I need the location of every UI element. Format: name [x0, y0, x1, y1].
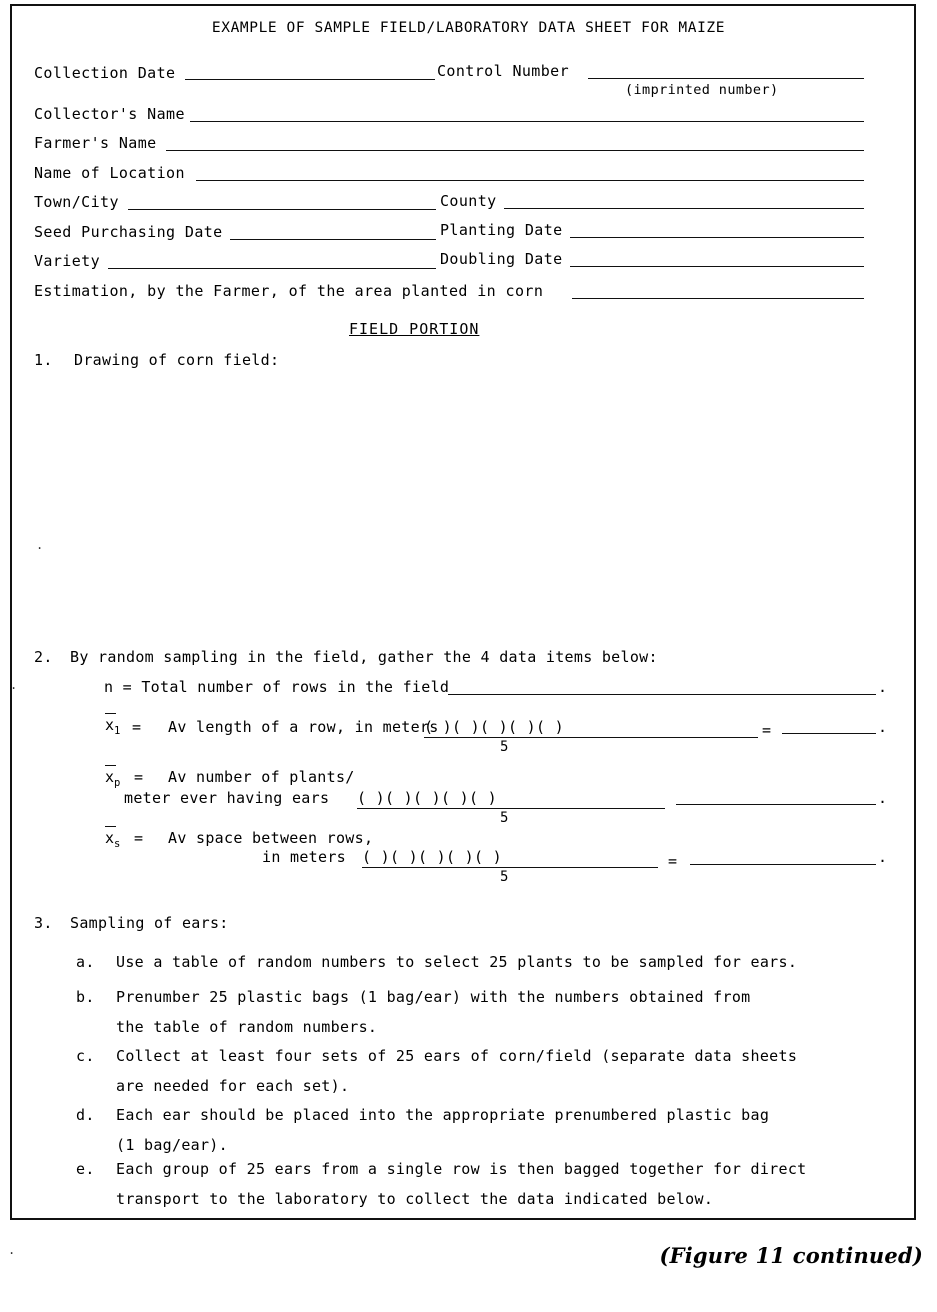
input-farmers-name[interactable] — [166, 150, 864, 151]
item2-xs-equals2: = — [668, 852, 678, 870]
item3-sub-b-marker: b. — [76, 988, 95, 1006]
item2-x1-fraction-bar — [424, 737, 758, 738]
item3-sub-c-marker: c. — [76, 1047, 95, 1065]
label-doubling-date: Doubling Date — [440, 250, 563, 268]
item2-n-period: . — [878, 678, 888, 696]
item3-sub-e-line-2: transport to the laboratory to collect the data indicated below. — [116, 1190, 714, 1208]
item2-xp-label-1: Av number of plants/ — [168, 768, 355, 786]
item3-sub-d-line-1: Each ear should be placed into the appropriate prenumbered plastic bag — [116, 1106, 770, 1124]
item2-x1-equals: = — [132, 718, 142, 736]
label-control-number: Control Number — [437, 62, 570, 80]
item2-xs-parens[interactable]: ( )( )( )( )( ) — [362, 848, 502, 866]
label-seed-purchasing-date: Seed Purchasing Date — [34, 223, 223, 241]
drawing-area[interactable] — [74, 378, 874, 633]
stray-mark-2: . — [10, 678, 18, 692]
item2-x1-parens[interactable]: ( )( )( )( )( ) — [424, 718, 564, 736]
item3-sub-d-line-2: (1 bag/ear). — [116, 1136, 228, 1154]
label-town-city: Town/City — [34, 193, 119, 211]
input-planting-date[interactable] — [570, 237, 864, 238]
item2-n-input[interactable] — [448, 694, 876, 695]
label-collectors-name: Collector's Name — [34, 105, 185, 123]
item2-x1-equals2: = — [762, 721, 772, 739]
input-seed-purchasing-date[interactable] — [230, 239, 436, 240]
input-county[interactable] — [504, 208, 864, 209]
input-estimation-area[interactable] — [572, 298, 864, 299]
item2-xs-equals: = — [134, 829, 144, 847]
note-imprinted-number: (imprinted number) — [625, 82, 779, 98]
item2-xp-fraction-bar — [357, 808, 665, 809]
item2-xp-parens[interactable]: ( )( )( )( )( ) — [357, 789, 497, 807]
input-doubling-date[interactable] — [570, 266, 864, 267]
label-estimation-area: Estimation, by the Farmer, of the area planted in corn — [34, 282, 544, 300]
item2-number: 2. — [34, 648, 53, 666]
input-town-city[interactable] — [128, 209, 436, 210]
item2-xs-label-1: Av space between rows, — [168, 829, 374, 847]
symbol-x1: $x_1$ — [105, 716, 120, 737]
item2-xp-denominator: 5 — [500, 810, 509, 826]
stray-mark-3: . — [8, 1243, 16, 1257]
item2-xp-equals: = — [134, 768, 144, 786]
section-heading-field-portion: FIELD PORTION — [349, 320, 480, 338]
item3-sub-c-line-2: are needed for each set). — [116, 1077, 350, 1095]
item2-xs-period: . — [878, 848, 888, 866]
label-collection-date: Collection Date — [34, 64, 176, 82]
figure-caption: (Figure 11 continued) — [659, 1243, 923, 1268]
input-control-number[interactable] — [588, 78, 864, 79]
item2-xs-label-2: in meters — [262, 848, 346, 866]
item3-sub-a-line-1: Use a table of random numbers to select 25 plants to be sampled for ears. — [116, 953, 798, 971]
symbol-xp: $x_p$ — [105, 768, 120, 789]
symbol-xs: $x_s$ — [105, 829, 120, 850]
label-county: County — [440, 192, 497, 210]
input-name-of-location[interactable] — [196, 180, 864, 181]
item2-xp-period: . — [878, 789, 888, 807]
input-variety[interactable] — [108, 268, 436, 269]
item3-text: Sampling of ears: — [70, 914, 229, 932]
item2-text: By random sampling in the field, gather the 4 data items below: — [70, 648, 658, 666]
item2-xs-fraction-bar — [362, 867, 658, 868]
stray-mark-1: . — [36, 538, 44, 552]
item2-x1-denominator: 5 — [500, 739, 509, 755]
input-collection-date[interactable] — [185, 79, 435, 80]
item2-xs-denominator: 5 — [500, 869, 509, 885]
item3-sub-b-line-1: Prenumber 25 plastic bags (1 bag/ear) with the numbers obtained from — [116, 988, 751, 1006]
item2-xp-result[interactable] — [676, 804, 876, 805]
page-title: EXAMPLE OF SAMPLE FIELD/LABORATORY DATA SHEET FOR MAIZE — [211, 20, 726, 36]
item3-sub-c-line-1: Collect at least four sets of 25 ears of corn/field (separate data sheets — [116, 1047, 798, 1065]
item2-xs-result[interactable] — [690, 864, 876, 865]
label-name-of-location: Name of Location — [34, 164, 185, 182]
item1-number: 1. — [34, 351, 53, 369]
item3-sub-b-line-2: the table of random numbers. — [116, 1018, 378, 1036]
label-planting-date: Planting Date — [440, 221, 563, 239]
item3-sub-a-marker: a. — [76, 953, 95, 971]
item2-x1-result[interactable] — [782, 733, 876, 734]
item2-x1-period: . — [878, 718, 888, 736]
item3-sub-d-marker: d. — [76, 1106, 95, 1124]
item3-sub-e-line-1: Each group of 25 ears from a single row is then bagged together for direct — [116, 1160, 807, 1178]
item1-text: Drawing of corn field: — [74, 351, 280, 369]
item3-number: 3. — [34, 914, 53, 932]
item2-x1-label: Av length of a row, in meters — [168, 718, 439, 736]
item2-n-label: n = Total number of rows in the field — [104, 678, 450, 696]
label-farmers-name: Farmer's Name — [34, 134, 157, 152]
item2-xp-label-2: meter ever having ears — [124, 789, 330, 807]
item3-sub-e-marker: e. — [76, 1160, 95, 1178]
label-variety: Variety — [34, 252, 101, 270]
input-collectors-name[interactable] — [190, 121, 864, 122]
